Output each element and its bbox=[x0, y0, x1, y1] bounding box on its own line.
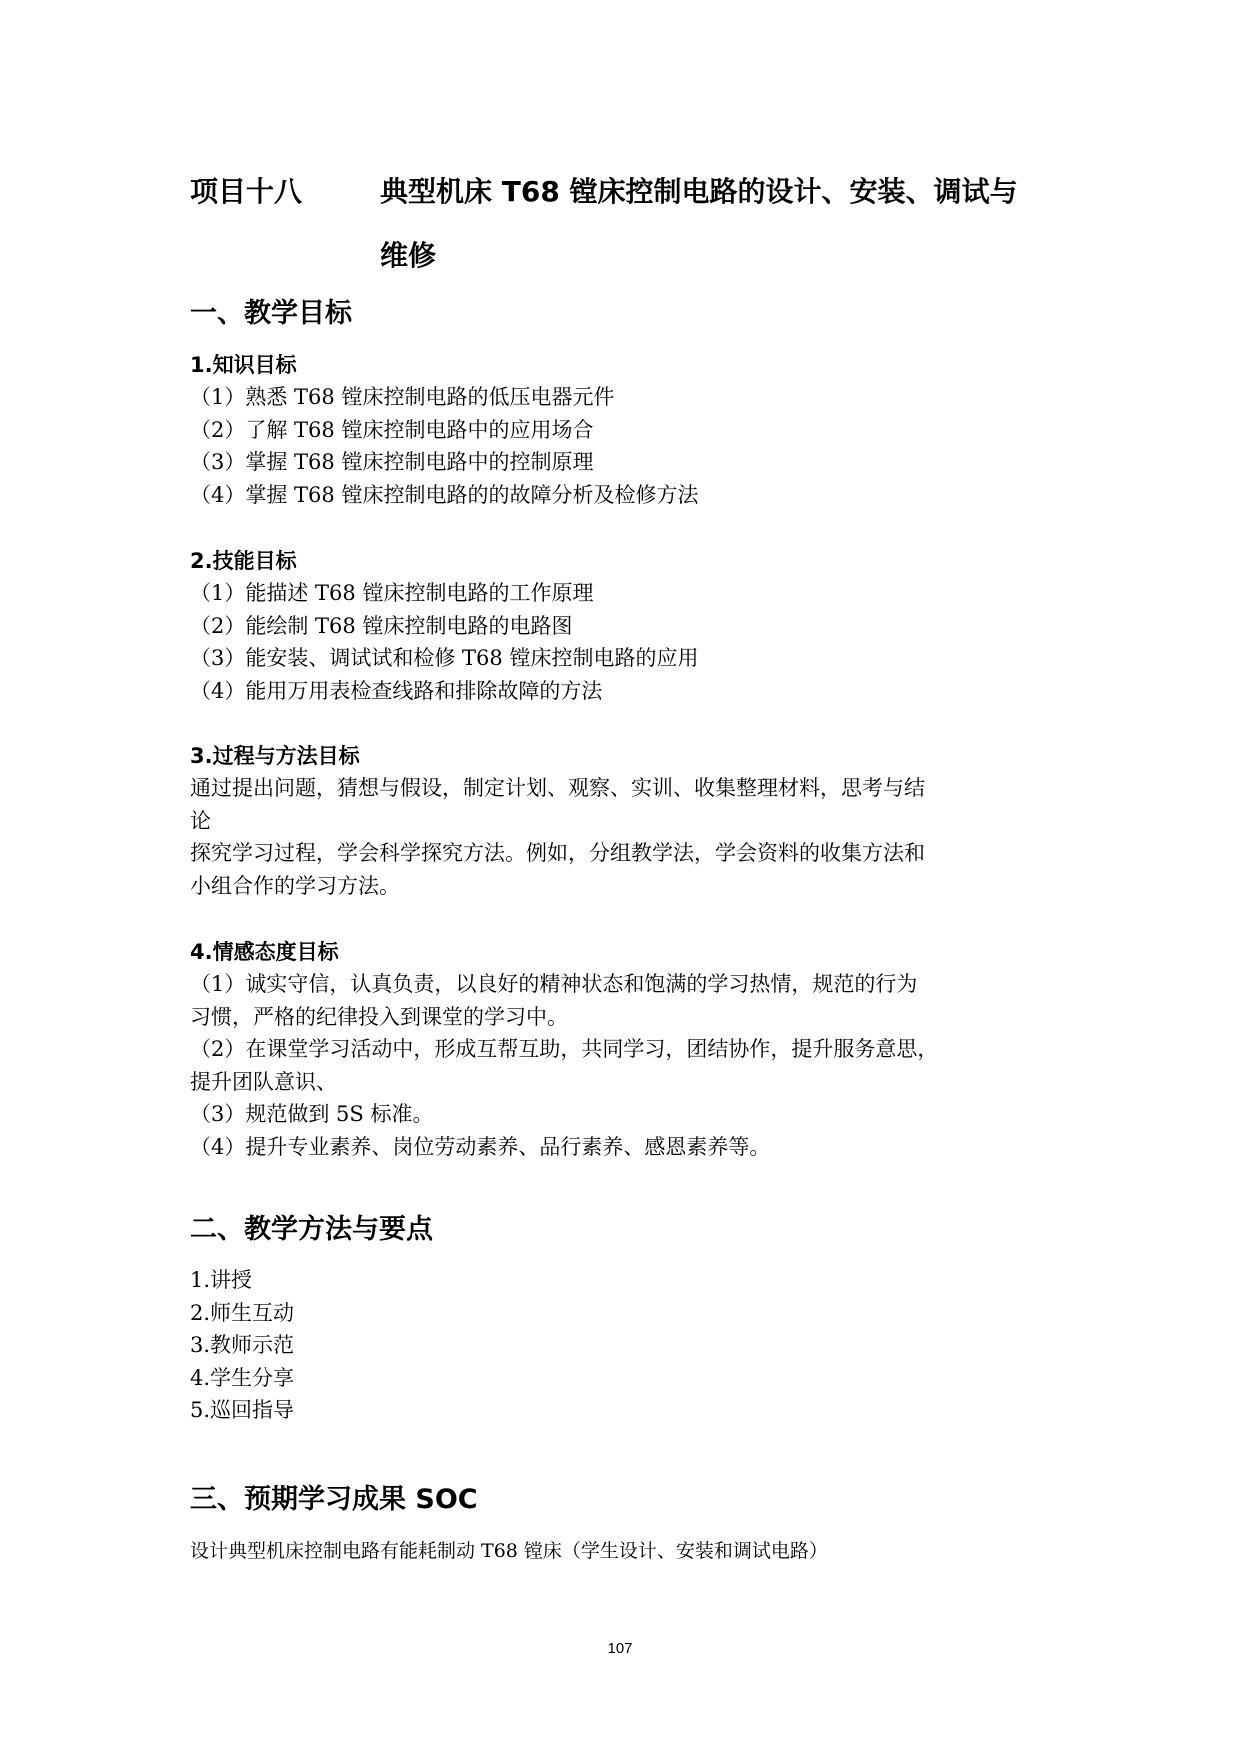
project-title-line-2: 维修 bbox=[380, 239, 437, 272]
section-heading-expected-outcomes: 三、预期学习成果 SOC bbox=[190, 1484, 478, 1515]
skill-objectives-heading: 2.技能目标 bbox=[190, 549, 297, 573]
list-item: 3.教师示范 bbox=[190, 1333, 295, 1357]
paragraph-line: （1）诚实守信，认真负责，以良好的精神状态和饱满的学习热情，规范的行为 bbox=[190, 972, 918, 996]
process-method-objectives-heading: 3.过程与方法目标 bbox=[190, 744, 360, 768]
knowledge-objectives-heading: 1.知识目标 bbox=[190, 353, 297, 377]
list-item: （4）掌握 T68 镗床控制电路的的故障分析及检修方法 bbox=[190, 482, 699, 507]
paragraph-line: 论 bbox=[190, 808, 211, 833]
list-item: 4.学生分享 bbox=[190, 1365, 295, 1390]
outcome-text: 设计典型机床控制电路有能耗制动 T68 镗床（学生设计、安装和调试电路） bbox=[190, 1540, 828, 1562]
list-item: （1）熟悉 T68 镗床控制电路的低压电器元件 bbox=[190, 385, 615, 409]
project-title-line-1: 典型机床 T68 镗床控制电路的设计、安装、调试与 bbox=[380, 175, 1018, 208]
list-item: （2）了解 T68 镗床控制电路中的应用场合 bbox=[190, 417, 594, 442]
list-item: （4）能用万用表检查线路和排除故障的方法 bbox=[190, 678, 603, 703]
paragraph-line: 通过提出问题，猜想与假设，制定计划、观察、实训、收集整理材料，思考与结 bbox=[190, 776, 925, 800]
skill-objectives bbox=[190, 545, 1060, 707]
paragraph-line: 小组合作的学习方法。 bbox=[190, 873, 400, 898]
section-heading-teaching-objectives: 一、教学目标 bbox=[190, 298, 352, 329]
paragraph-line: （4）提升专业素养、岗位劳动素养、品行素养、感恩素养等。 bbox=[190, 1134, 771, 1159]
list-item: （1）能描述 T68 镗床控制电路的工作原理 bbox=[190, 581, 594, 605]
emotion-attitude-objectives bbox=[190, 936, 1060, 1163]
emotion-attitude-objectives-heading: 4.情感态度目标 bbox=[190, 940, 339, 964]
project-title-text bbox=[380, 160, 1070, 288]
paragraph-line: 习惯，严格的纪律投入到课堂的学习中。 bbox=[190, 1004, 568, 1029]
list-item: 1.讲授 bbox=[190, 1268, 253, 1292]
page-number: 107 bbox=[607, 1640, 633, 1657]
paragraph-line: 提升团队意识、 bbox=[190, 1069, 337, 1094]
project-title bbox=[190, 160, 1070, 288]
list-item: （3）掌握 T68 镗床控制电路中的控制原理 bbox=[190, 450, 594, 474]
list-item: （2）能绘制 T68 镗床控制电路的电路图 bbox=[190, 613, 573, 638]
paragraph-line: 探究学习过程，学会科学探究方法。例如，分组教学法，学会资料的收集方法和 bbox=[190, 841, 925, 865]
list-item: 2.师生互动 bbox=[190, 1300, 295, 1325]
list-item: 5.巡回指导 bbox=[190, 1398, 295, 1422]
project-label: 项目十八 bbox=[190, 175, 303, 208]
teaching-methods-list bbox=[190, 1264, 1060, 1427]
paragraph-line: （3）规范做到 5S 标准。 bbox=[190, 1102, 434, 1126]
section-heading-teaching-methods: 二、教学方法与要点 bbox=[190, 1214, 433, 1245]
expected-outcomes bbox=[190, 1536, 1060, 1566]
paragraph-line: （2）在课堂学习活动中，形成互帮互助，共同学习，团结协作，提升服务意思， bbox=[190, 1037, 939, 1061]
list-item: （3）能安装、调试试和检修 T68 镗床控制电路的应用 bbox=[190, 646, 699, 670]
knowledge-objectives bbox=[190, 349, 1060, 511]
process-method-objectives bbox=[190, 740, 1060, 902]
